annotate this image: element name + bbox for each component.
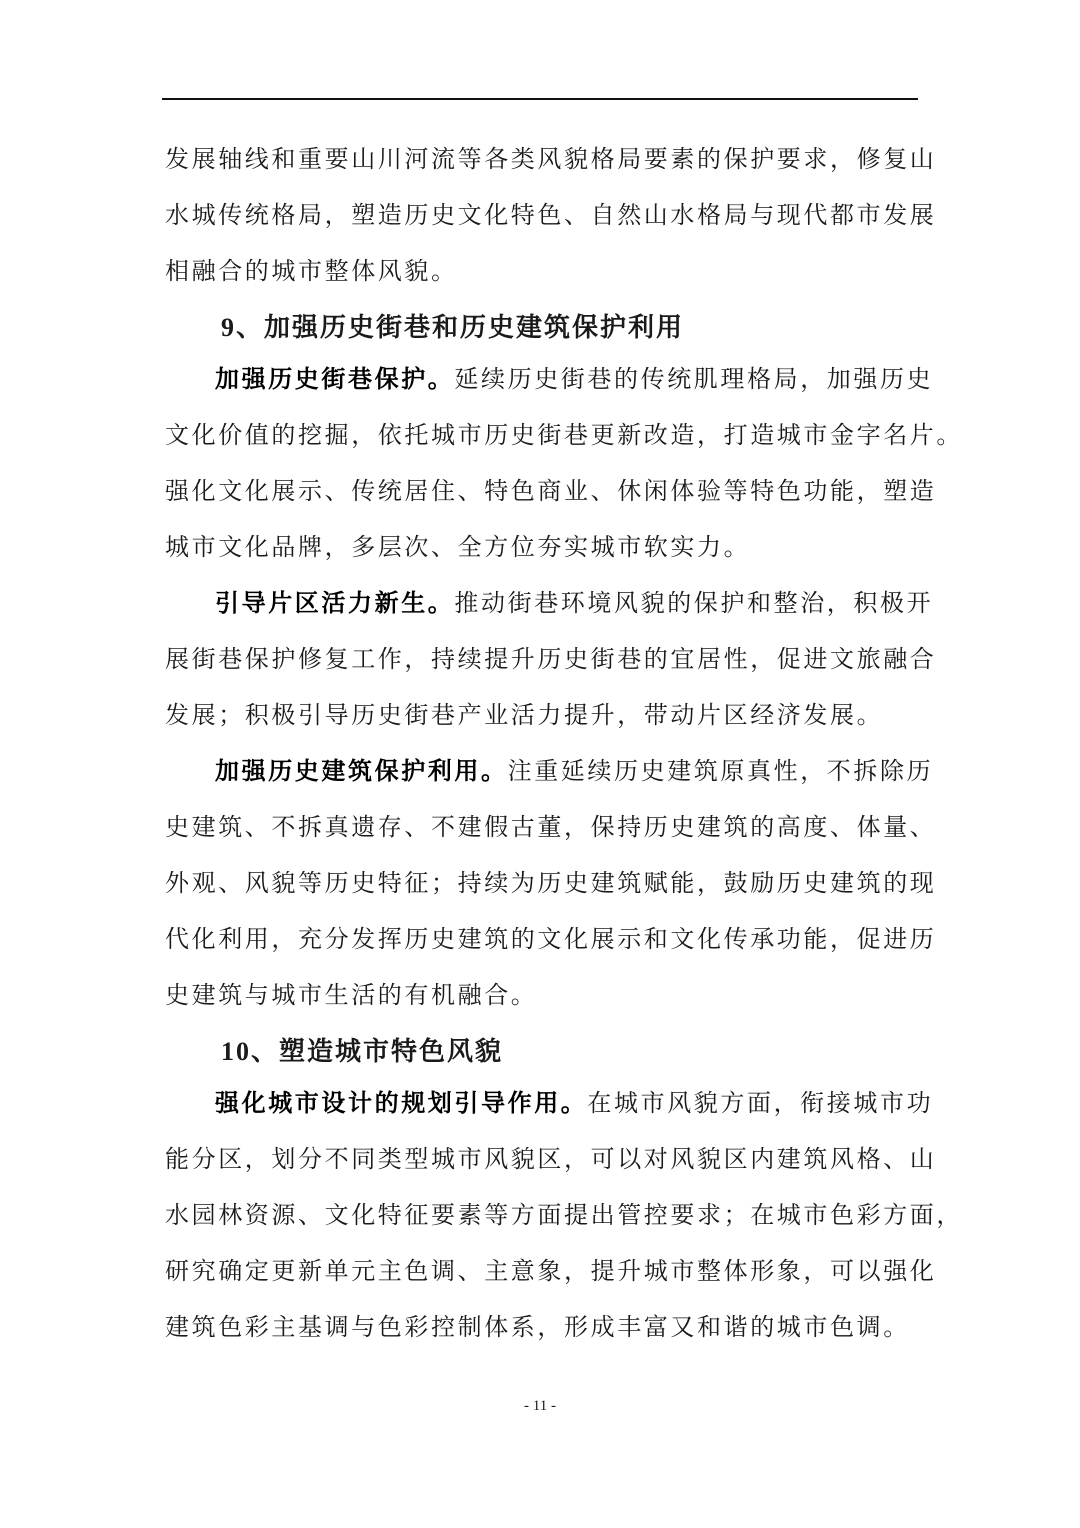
line-text: 展街巷保护修复工作，持续提升历史街巷的宜居性，促进文旅融合 xyxy=(165,647,937,673)
paragraph xyxy=(165,132,937,300)
section-heading: 10、塑造城市特色风貌 xyxy=(221,1037,504,1066)
text-line xyxy=(165,1076,934,1132)
paragraph-lead: 引导片区活力新生。 xyxy=(215,591,455,617)
line-text: 水城传统格局，塑造历史文化特色、自然山水格局与现代都市发展 xyxy=(165,203,937,229)
line-text: 相融合的城市整体风貌。 xyxy=(165,259,458,285)
line-text: 城市文化品牌，多层次、全方位夯实城市软实力。 xyxy=(165,535,751,561)
text-line xyxy=(165,912,937,968)
text-line xyxy=(165,1132,937,1188)
paragraph-lead: 加强历史建筑保护利用。 xyxy=(215,759,508,785)
text-line xyxy=(165,1300,918,1356)
text-line xyxy=(165,408,963,464)
text-line xyxy=(165,1188,963,1244)
line-text: 建筑色彩主基调与色彩控制体系，形成丰富又和谐的城市色调。 xyxy=(165,1315,910,1341)
line-text: 发展；积极引导历史街巷产业活力提升，带动片区经济发展。 xyxy=(165,703,884,729)
paragraph xyxy=(165,744,937,1024)
text-line xyxy=(165,352,934,408)
line-text: 发展轴线和重要山川河流等各类风貌格局要素的保护要求，修复山 xyxy=(165,147,937,173)
line-text: 延续历史街巷的传统肌理格局，加强历史 xyxy=(454,367,934,393)
line-text: 在城市风貌方面，衔接城市功 xyxy=(587,1091,934,1117)
text-line xyxy=(165,744,934,800)
paragraph xyxy=(165,1076,963,1356)
line-text: 史建筑、不拆真遗存、不建假古董，保持历史建筑的高度、体量、 xyxy=(165,815,937,841)
line-text: 外观、风貌等历史特征；持续为历史建筑赋能，鼓励历史建筑的现 xyxy=(165,871,937,897)
text-line xyxy=(165,856,937,912)
paragraph-lead: 加强历史街巷保护。 xyxy=(215,367,455,393)
line-text: 代化利用，充分发挥历史建筑的文化展示和文化传承功能，促进历 xyxy=(165,927,937,953)
line-text: 文化价值的挖掘，依托城市历史街巷更新改造，打造城市金字名片。 xyxy=(165,423,963,449)
paragraph-lead: 强化城市设计的规划引导作用。 xyxy=(215,1091,588,1117)
line-text: 能分区，划分不同类型城市风貌区，可以对风貌区内建筑风格、山 xyxy=(165,1147,937,1173)
text-line xyxy=(165,576,934,632)
text-line xyxy=(165,132,937,188)
text-line xyxy=(165,688,918,744)
line-text: 研究确定更新单元主色调、主意象，提升城市整体形象，可以强化 xyxy=(165,1259,937,1285)
text-line xyxy=(165,188,937,244)
paragraph xyxy=(165,576,937,744)
text-line xyxy=(165,1244,937,1300)
section-heading: 9、加强历史街巷和历史建筑保护利用 xyxy=(221,313,685,342)
text-line xyxy=(165,244,918,300)
paragraph xyxy=(165,352,963,576)
text-line xyxy=(165,968,918,1024)
text-line xyxy=(165,520,918,576)
header-rule xyxy=(162,98,918,100)
line-text: 水园林资源、文化特征要素等方面提出管控要求；在城市色彩方面， xyxy=(165,1203,963,1229)
line-text: 强化文化展示、传统居住、特色商业、休闲体验等特色功能，塑造 xyxy=(165,479,937,505)
line-text: 注重延续历史建筑原真性，不拆除历 xyxy=(507,759,934,785)
line-text: 推动街巷环境风貌的保护和整治，积极开 xyxy=(454,591,934,617)
text-line xyxy=(165,800,937,856)
page-number: - 11 - xyxy=(524,1398,556,1414)
line-text: 史建筑与城市生活的有机融合。 xyxy=(165,983,538,1009)
text-line xyxy=(165,464,937,520)
text-line xyxy=(165,632,937,688)
document-body xyxy=(165,132,963,1356)
